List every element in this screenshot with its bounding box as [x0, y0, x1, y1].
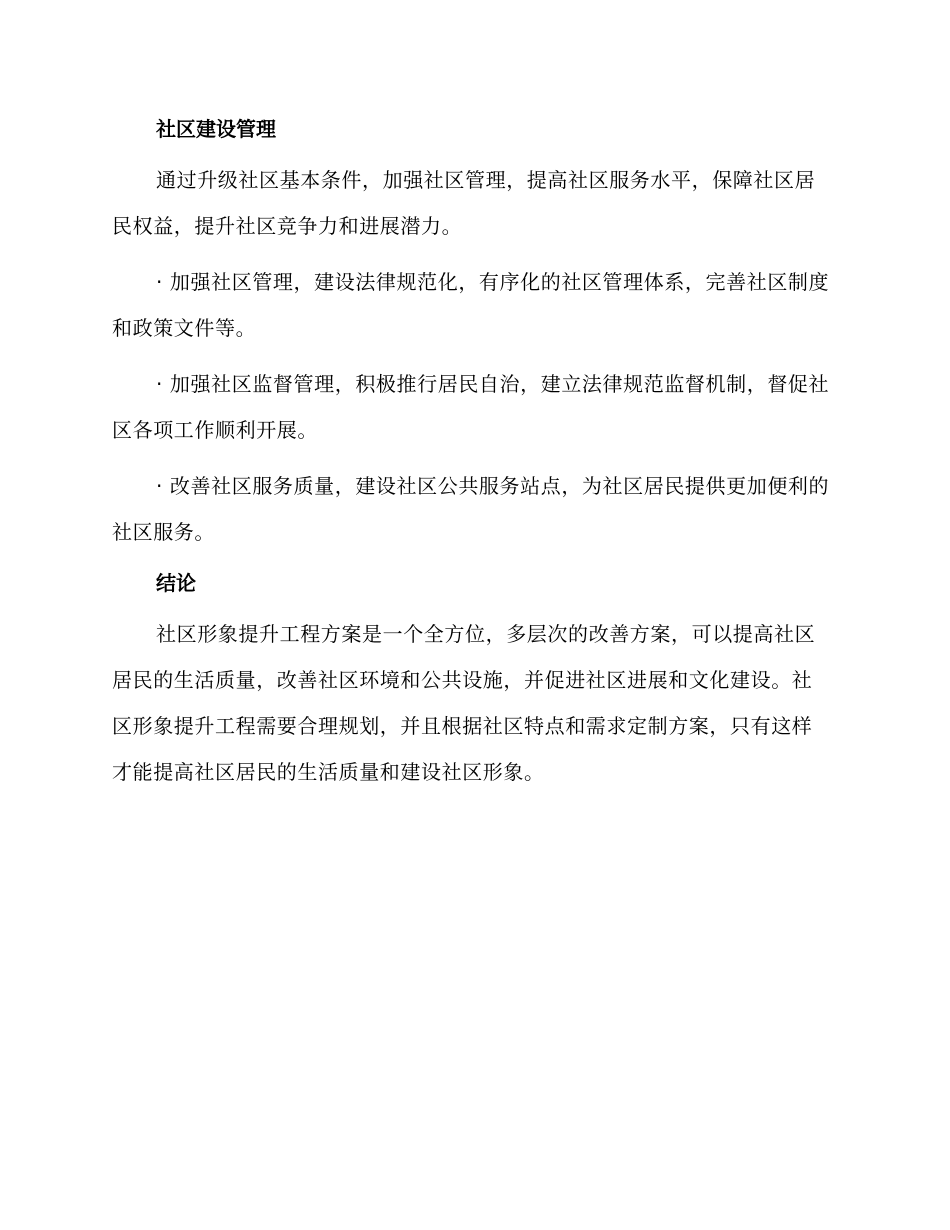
bullet-paragraph-service-quality: · 改善社区服务质量，建设社区公共服务站点，为社区居民提供更加便利的社区服务。 — [112, 474, 830, 544]
bullet-paragraph-supervision: · 加强社区监督管理，积极推行居民自治，建立法律规范监督机制，督促社区各项工作顺利开展。 — [112, 372, 830, 442]
bullet-paragraph-management-system: · 加强社区管理，建设法律规范化，有序化的社区管理体系，完善社区制度和政策文件等。 — [112, 270, 830, 340]
section-heading-conclusion: 结论 — [156, 571, 196, 595]
paragraph-intro: 通过升级社区基本条件，加强社区管理，提高社区服务水平，保障社区居民权益，提升社区竞争力和进展潜力。 — [112, 168, 816, 238]
section-heading-community-management: 社区建设管理 — [156, 117, 276, 141]
paragraph-conclusion: 社区形象提升工程方案是一个全方位，多层次的改善方案，可以提高社区居民的生活质量，改善社区环境和公共设施，并促进社区进展和文化建设。社区形象提升工程需要合理规划，并且根据社区特点和需求定制方案，只有这样才能提高社区居民的生活质量和建设社区形象。 — [112, 622, 816, 784]
document-page — [112, 113, 832, 795]
